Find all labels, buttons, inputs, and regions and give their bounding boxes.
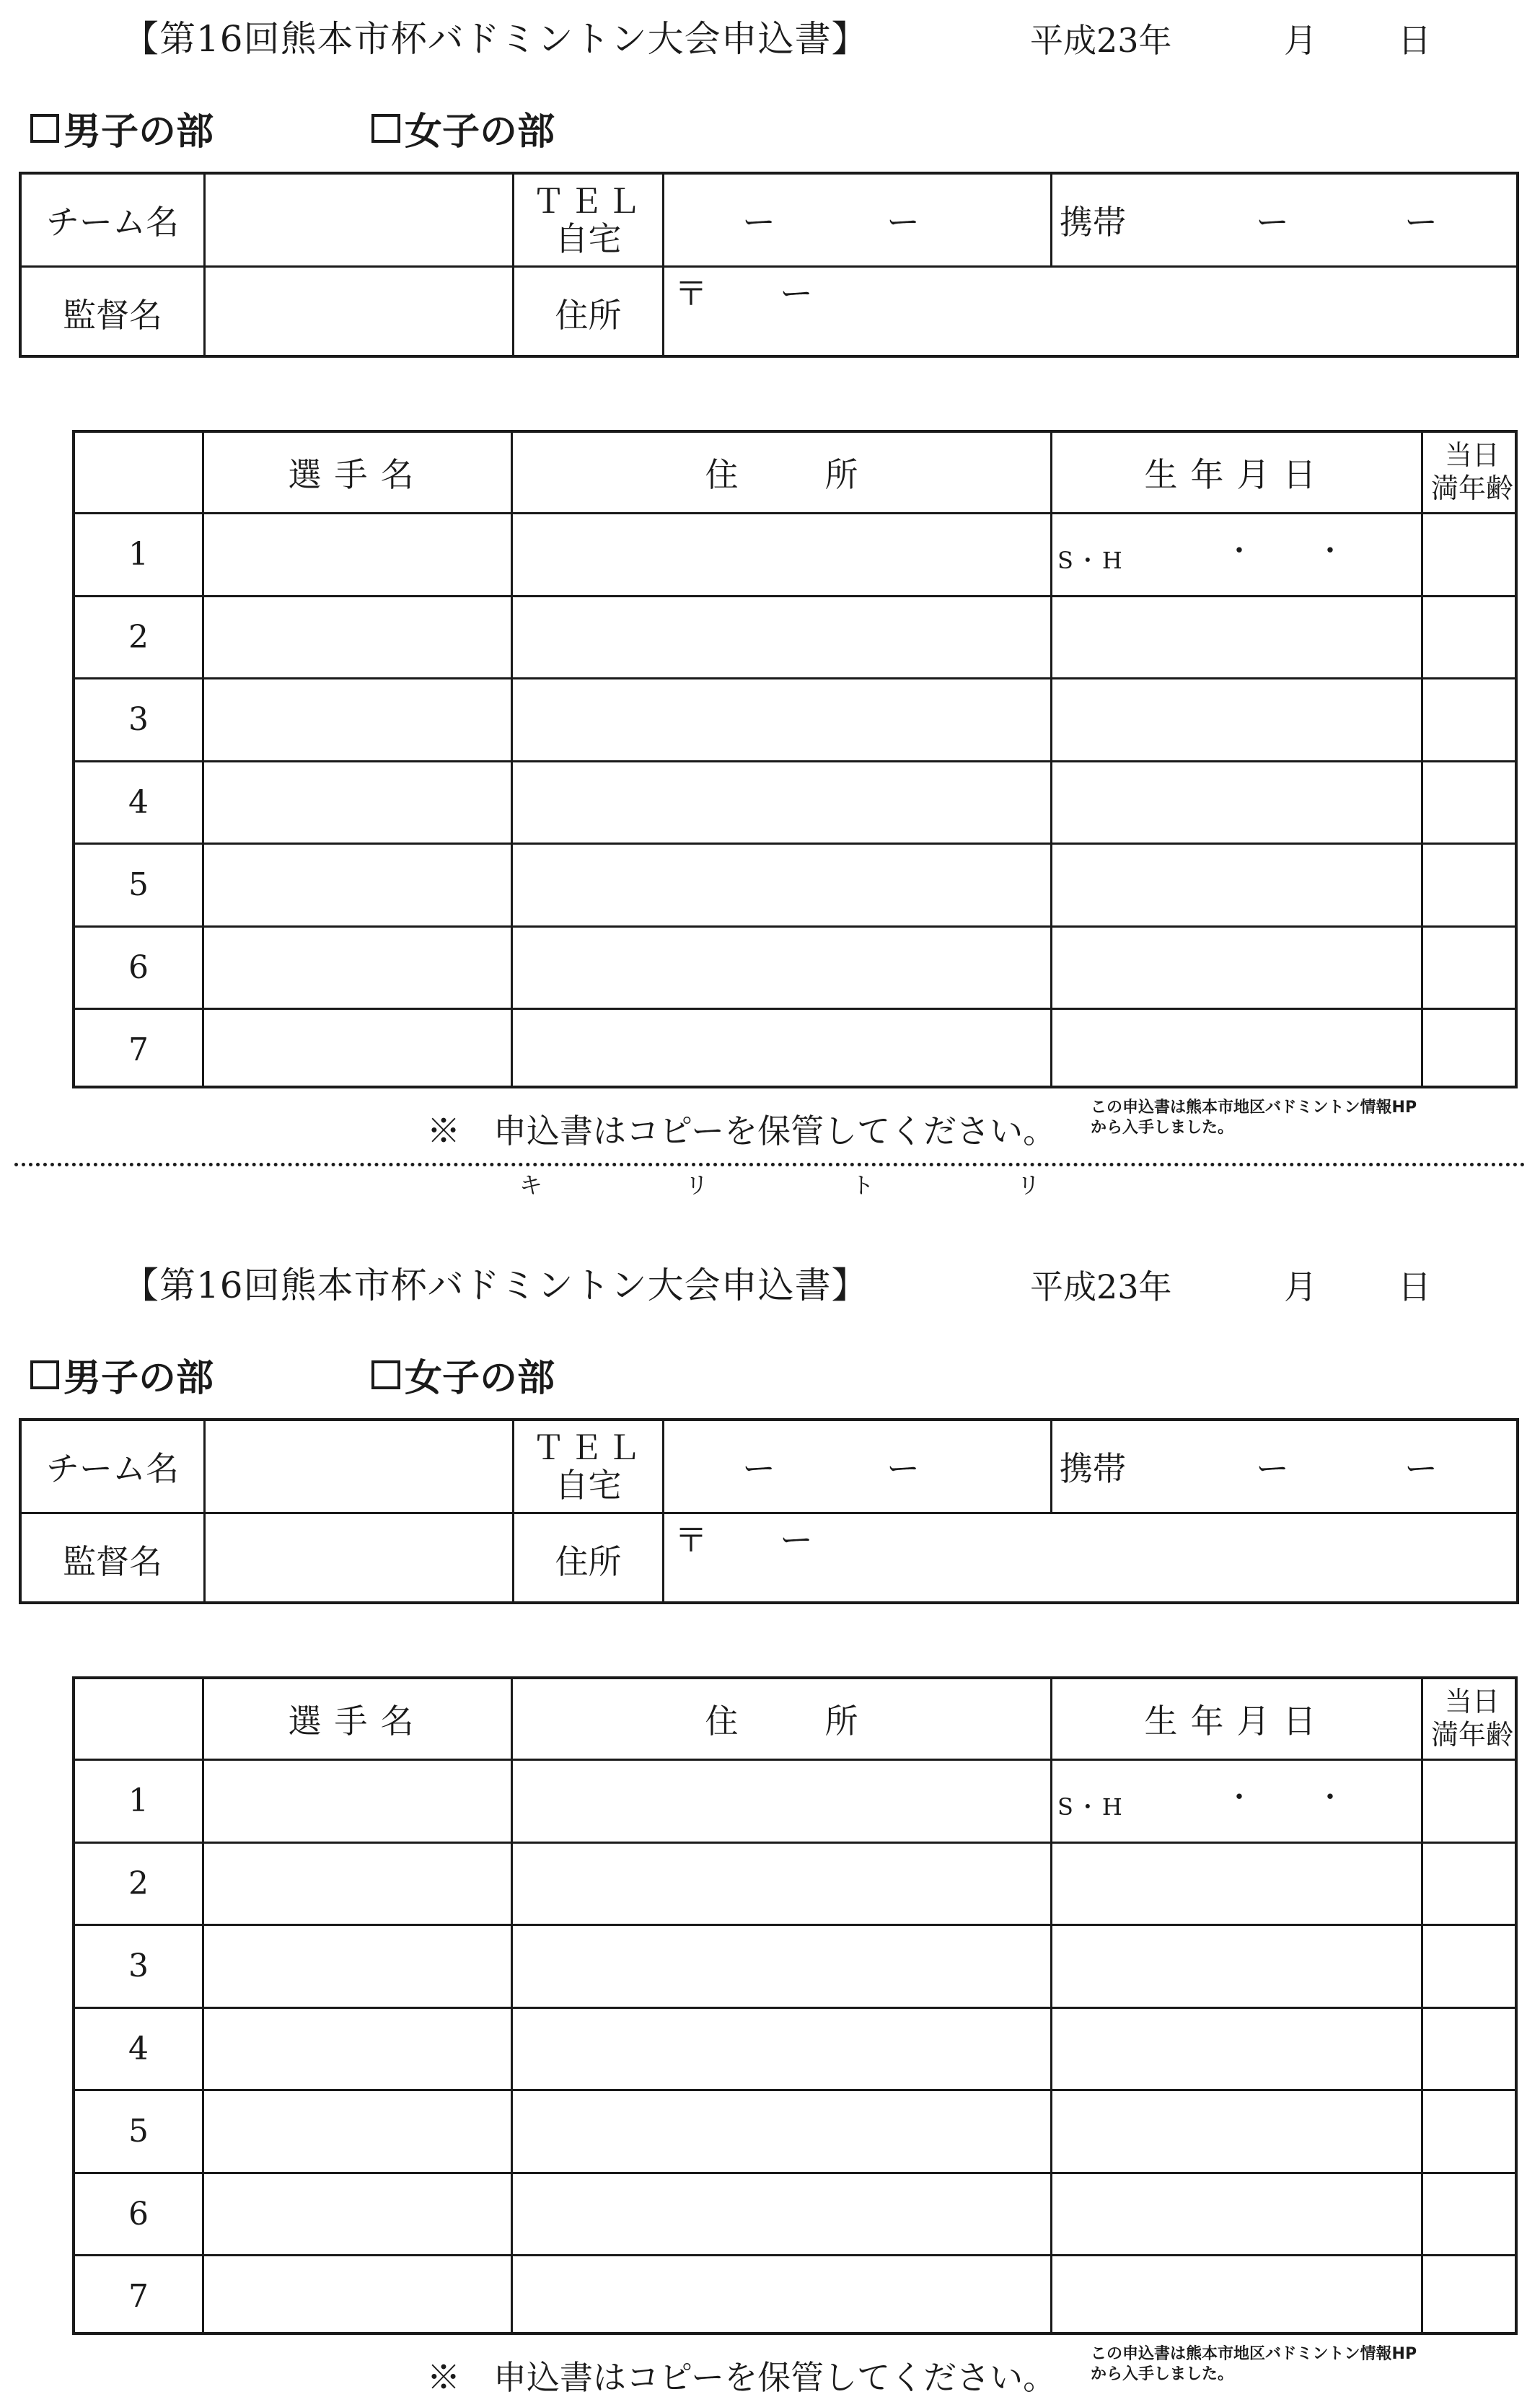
team-name-field[interactable]: [206, 1421, 512, 1512]
player-name-field[interactable]: [204, 1010, 511, 1091]
address-field[interactable]: [664, 1514, 1522, 1604]
player-age-field[interactable]: [1423, 2256, 1521, 2337]
form-date-month: 月: [1284, 21, 1317, 60]
tel-dash: ー: [886, 203, 920, 242]
birth-era-prefix: S・H: [1057, 547, 1125, 574]
tel-home-field[interactable]: [664, 1421, 1050, 1512]
mobile-dash: ー: [1256, 1449, 1289, 1488]
player-row-number: 4: [128, 2030, 149, 2067]
manager-name-field[interactable]: [206, 1514, 512, 1604]
player-row-number: 2: [128, 1865, 149, 1902]
age-header-line1: 当日: [1444, 439, 1500, 471]
form-date-day: 日: [1398, 21, 1431, 60]
boys-division-checkbox[interactable]: [30, 114, 59, 143]
mobile-dash: ー: [1404, 1449, 1438, 1488]
manager-name-field[interactable]: [206, 268, 512, 358]
team-info-table: [19, 1418, 1519, 1604]
tel-label: ＴＥＬ: [532, 1428, 645, 1467]
player-age-field[interactable]: [1423, 1926, 1521, 2007]
girls-division-label: 女子の部: [405, 1356, 555, 1400]
player-address-field[interactable]: [513, 679, 1050, 760]
tel-home-label: [514, 1421, 662, 1512]
player-address-field[interactable]: [513, 928, 1050, 1008]
birth-era-prefix: S・H: [1057, 1793, 1125, 1821]
player-row-number: 6: [128, 949, 149, 986]
form-date-day: 日: [1398, 1267, 1431, 1306]
form-title: 【第16回熊本市杯バドミントン大会申込書】: [123, 18, 868, 60]
player-age-field[interactable]: [1423, 1010, 1521, 1091]
player-name-field[interactable]: [204, 597, 511, 678]
player-row-number: 3: [128, 1948, 149, 1985]
player-birthdate-field[interactable]: [1052, 597, 1421, 678]
cut-line-label: リ: [685, 1171, 709, 1199]
form-title: 【第16回熊本市杯バドミントン大会申込書】: [123, 1264, 868, 1306]
player-age-field[interactable]: [1423, 514, 1521, 595]
player-name-field[interactable]: [204, 514, 511, 595]
girls-division-label: 女子の部: [405, 110, 555, 154]
player-age-field[interactable]: [1423, 2174, 1521, 2255]
form-date-era: 平成23年: [1030, 21, 1172, 60]
tel-home-field[interactable]: [664, 175, 1050, 265]
tel-dash: ー: [742, 1449, 775, 1488]
player-address-field[interactable]: [513, 1010, 1050, 1091]
player-birthdate-field[interactable]: [1052, 2256, 1421, 2337]
player-address-field[interactable]: [513, 597, 1050, 678]
copy-note: ※ 申込書はコピーを保管してください。: [427, 1112, 1057, 1151]
player-birthdate-field[interactable]: [1052, 1926, 1421, 2007]
player-name-field[interactable]: [204, 762, 511, 843]
postal-dash: ー: [780, 1521, 813, 1559]
mobile-field[interactable]: [1052, 175, 1522, 265]
mobile-dash: ー: [1256, 203, 1289, 242]
player-age-field[interactable]: [1423, 1761, 1521, 1842]
home-label: 自宅: [555, 1466, 622, 1505]
player-address-field[interactable]: [513, 762, 1050, 843]
player-age-field[interactable]: [1423, 845, 1521, 925]
player-address-field[interactable]: [513, 514, 1050, 595]
mobile-dash: ー: [1404, 203, 1438, 242]
player-age-field[interactable]: [1423, 2091, 1521, 2172]
birth-date-separator: ・: [1225, 534, 1254, 568]
player-address-field[interactable]: [513, 1761, 1050, 1842]
player-age-field[interactable]: [1423, 597, 1521, 678]
postal-dash: ー: [780, 274, 813, 313]
form-date-era: 平成23年: [1030, 1267, 1172, 1306]
tel-label: ＴＥＬ: [532, 182, 645, 221]
player-birthdate-field[interactable]: [1052, 1010, 1421, 1091]
player-row-number: 7: [128, 2278, 149, 2315]
cut-line-label: ト: [851, 1171, 875, 1199]
address-label: 住所: [555, 295, 622, 335]
player-birthdate-field[interactable]: [1052, 762, 1421, 843]
player-address-field[interactable]: [513, 2091, 1050, 2172]
girls-division-option[interactable]: [371, 101, 555, 155]
team-name-label: チーム名: [46, 203, 179, 242]
player-name-field[interactable]: [204, 1844, 511, 1924]
boys-division-option[interactable]: [30, 1347, 214, 1402]
player-row-number: 1: [128, 536, 149, 573]
player-age-field[interactable]: [1423, 679, 1521, 760]
birth-date-separator: ・: [1225, 1781, 1254, 1814]
players-header-age: [1424, 1685, 1521, 1751]
player-age-field[interactable]: [1423, 762, 1521, 843]
player-birthdate-field[interactable]: [1052, 1844, 1421, 1924]
mobile-label: 携帯: [1060, 1449, 1126, 1488]
age-header-line2: 満年齢: [1430, 472, 1513, 504]
player-row-number: 5: [128, 866, 149, 904]
player-row-number: 2: [128, 618, 149, 656]
cut-line-label: リ: [1017, 1171, 1041, 1199]
birth-date-separator: ・: [1316, 1781, 1345, 1814]
source-note: [1091, 2344, 1417, 2385]
tel-dash: ー: [742, 203, 775, 242]
postal-mark: 〒: [674, 1521, 708, 1559]
player-birthdate-field[interactable]: [1052, 2009, 1421, 2090]
player-row-number: 4: [128, 783, 149, 821]
source-note-line2: から入手しました。: [1091, 1119, 1234, 1137]
entry-form: [0, 0, 1540, 1154]
player-birthdate-field[interactable]: [1052, 845, 1421, 925]
player-age-field[interactable]: [1423, 1844, 1521, 1924]
player-name-field[interactable]: [204, 1926, 511, 2007]
postal-mark: 〒: [674, 274, 708, 313]
player-age-field[interactable]: [1423, 2009, 1521, 2090]
mobile-label: 携帯: [1060, 203, 1126, 242]
form-date-month: 月: [1284, 1267, 1317, 1306]
player-row-number: 6: [128, 2195, 149, 2232]
manager-name-label: 監督名: [63, 295, 162, 335]
team-name-label: チーム名: [46, 1449, 179, 1488]
players-table: [72, 1676, 1518, 2335]
home-label: 自宅: [555, 219, 622, 258]
entry-form: [0, 1246, 1540, 2401]
player-address-field[interactable]: [513, 2009, 1050, 2090]
boys-division-label: 男子の部: [63, 110, 214, 154]
source-note: [1091, 1098, 1417, 1138]
mobile-field[interactable]: [1052, 1421, 1522, 1512]
tel-home-label: [514, 175, 662, 265]
team-info-table: [19, 172, 1519, 358]
source-note-line1: この申込書は熊本市地区バドミントン情報HP: [1091, 2345, 1417, 2363]
player-name-field[interactable]: [204, 1761, 511, 1842]
player-row-number: 3: [128, 701, 149, 739]
players-header-birthdate: 生年月日: [1144, 455, 1329, 494]
player-name-field[interactable]: [204, 2091, 511, 2172]
player-name-field[interactable]: [204, 679, 511, 760]
player-birthdate-field[interactable]: [1052, 2174, 1421, 2255]
player-name-field[interactable]: [204, 845, 511, 925]
player-name-field[interactable]: [204, 2009, 511, 2090]
player-address-field[interactable]: [513, 1844, 1050, 1924]
age-header-line1: 当日: [1444, 1686, 1500, 1717]
girls-division-checkbox[interactable]: [371, 1360, 400, 1389]
birth-date-separator: ・: [1316, 534, 1345, 568]
boys-division-label: 男子の部: [63, 1356, 214, 1400]
player-row-number: 5: [128, 2113, 149, 2150]
boys-division-checkbox[interactable]: [30, 1360, 59, 1389]
players-header-age: [1424, 439, 1521, 505]
player-address-field[interactable]: [513, 2174, 1050, 2255]
players-header-name: 選手名: [288, 1702, 427, 1741]
age-header-line2: 満年齢: [1430, 1719, 1513, 1751]
player-birthdate-field[interactable]: [1052, 2091, 1421, 2172]
cut-line: [14, 1163, 1526, 1166]
player-address-field[interactable]: [513, 2256, 1050, 2337]
address-label: 住所: [555, 1541, 622, 1581]
player-age-field[interactable]: [1423, 928, 1521, 1008]
player-row-number: 7: [128, 1031, 149, 1069]
players-header-name: 選手名: [288, 455, 427, 494]
players-header-address: 住所: [705, 1702, 945, 1741]
team-name-field[interactable]: [206, 175, 512, 265]
girls-division-checkbox[interactable]: [371, 114, 400, 143]
boys-division-option[interactable]: [30, 101, 214, 155]
girls-division-option[interactable]: [371, 1347, 555, 1402]
player-name-field[interactable]: [204, 928, 511, 1008]
source-note-line2: から入手しました。: [1091, 2365, 1234, 2383]
players-table: [72, 430, 1518, 1088]
tel-dash: ー: [886, 1449, 920, 1488]
manager-name-label: 監督名: [63, 1541, 162, 1581]
cut-line-label: キ: [519, 1171, 543, 1199]
address-field[interactable]: [664, 268, 1522, 358]
player-row-number: 1: [128, 1782, 149, 1820]
player-name-field[interactable]: [204, 2256, 511, 2337]
source-note-line1: この申込書は熊本市地区バドミントン情報HP: [1091, 1099, 1417, 1117]
player-address-field[interactable]: [513, 845, 1050, 925]
copy-note: ※ 申込書はコピーを保管してください。: [427, 2358, 1057, 2397]
player-birthdate-field[interactable]: [1052, 679, 1421, 760]
player-address-field[interactable]: [513, 1926, 1050, 2007]
player-birthdate-field[interactable]: [1052, 928, 1421, 1008]
players-header-birthdate: 生年月日: [1144, 1702, 1329, 1741]
player-name-field[interactable]: [204, 2174, 511, 2255]
players-header-address: 住所: [705, 455, 945, 494]
